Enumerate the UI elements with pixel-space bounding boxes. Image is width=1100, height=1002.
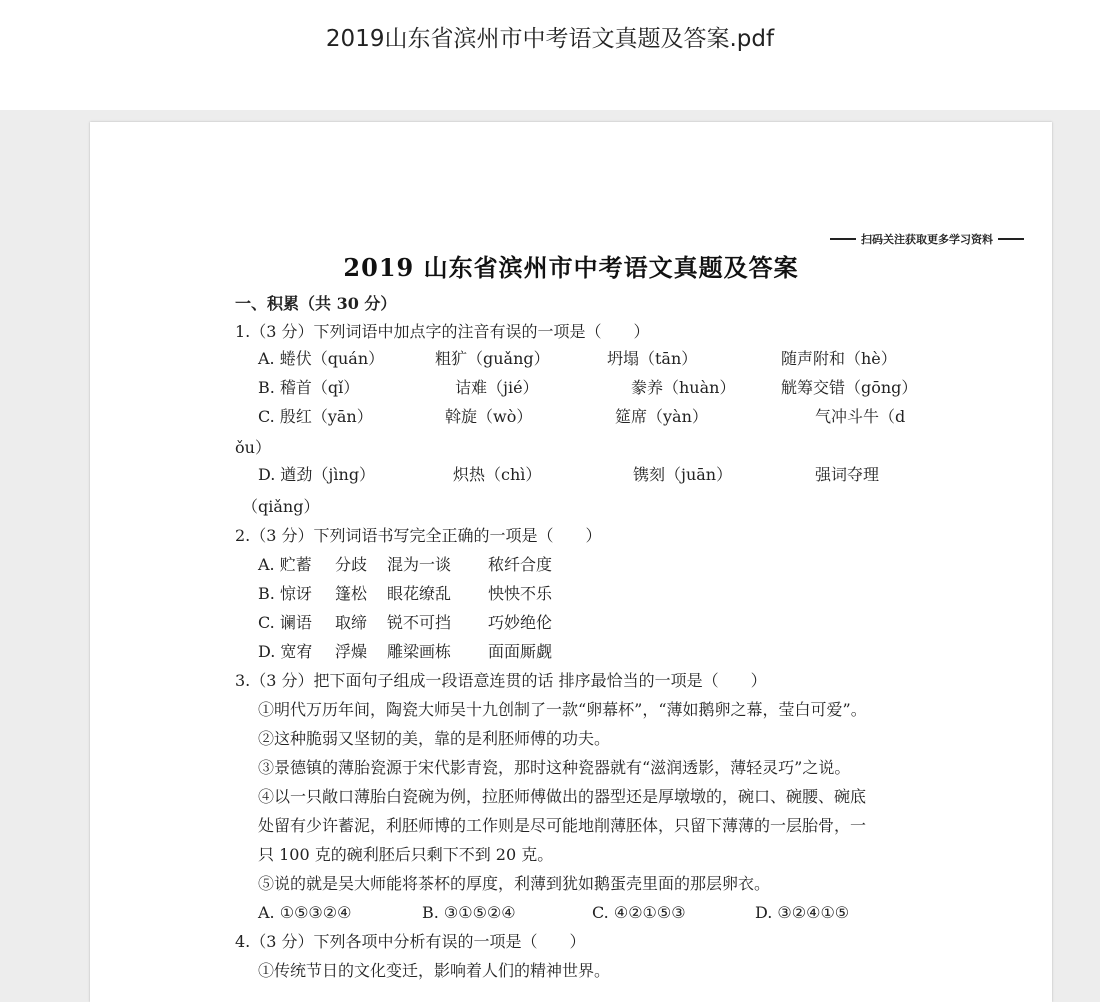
- q1-b-2: 诘难（jié）: [455, 378, 539, 397]
- q1-c-4: 气冲斗牛（d: [815, 407, 906, 426]
- q3-stem: 3.（3 分）把下面句子组成一段语意连贯的话 排序最恰当的一项是（ ）: [235, 671, 767, 690]
- q1-d-2: 炽热（chì）: [453, 465, 542, 484]
- q2-a-2: 分歧: [335, 555, 368, 574]
- divider-right: [998, 238, 1024, 240]
- q2-stem: 2.（3 分）下列词语书写完全正确的一项是（ ）: [235, 526, 602, 545]
- section-heading: 一、积累（共 30 分）: [235, 294, 397, 313]
- q2-d-1: D. 宽宥: [258, 642, 313, 661]
- viewer-header: [0, 0, 1100, 110]
- q3-sentence-4-cont: 处留有少许蓄泥，利胚师博的工作则是尽可能地削薄胚体，只留下薄薄的一层胎骨，一: [258, 816, 867, 835]
- divider-left: [830, 238, 856, 240]
- q3-option-b: B. ③①⑤②④: [422, 903, 516, 922]
- q2-b-1: B. 惊讶: [258, 584, 312, 603]
- pdf-page: [90, 122, 1052, 1002]
- q3-sentence-4: ④以一只敞口薄胎白瓷碗为例，拉胚师傅做出的器型还是厚墩墩的，碗口、碗腰、碗底: [258, 787, 867, 806]
- q1-a-1: A. 蜷伏（quán）: [258, 349, 385, 368]
- q1-d-1: D. 遒劲（jìng）: [258, 465, 376, 484]
- q1-c-1: C. 殷红（yān）: [258, 407, 373, 426]
- q4-sentence-1: ①传统节日的文化变迁，影响着人们的精神世界。: [258, 961, 611, 980]
- document-title: 2019山东省滨州市中考语文真题及答案.pdf: [325, 26, 775, 52]
- q3-sentence-4-end: 只 100 克的碗利胚后只剩下不到 20 克。: [258, 845, 554, 864]
- q1-d-4: 强词夺理: [815, 465, 880, 484]
- q2-b-3: 眼花缭乱: [387, 584, 452, 603]
- q2-a-1: A. 贮蓄: [258, 555, 312, 574]
- q3-option-d: D. ③②④①⑤: [755, 903, 850, 922]
- q3-option-a: A. ①⑤③②④: [258, 903, 352, 922]
- q2-c-1: C. 谰语: [258, 613, 312, 632]
- q1-stem: 1.（3 分）下列词语中加点字的注音有误的一项是（ ）: [235, 322, 650, 341]
- q4-stem: 4.（3 分）下列各项中分析有误的一项是（ ）: [235, 932, 586, 951]
- q1-c-2: 斡旋（wò）: [445, 407, 533, 426]
- q1-b-1: B. 稽首（qǐ）: [258, 378, 360, 397]
- q2-b-2: 篷松: [335, 584, 368, 603]
- q2-a-4: 秾纤合度: [488, 555, 553, 574]
- q1-a-4: 随声附和（hè）: [781, 349, 897, 368]
- q2-c-4: 巧妙绝伦: [488, 613, 553, 632]
- q1-b-3: 豢养（huàn）: [631, 378, 736, 397]
- q3-sentence-3: ③景德镇的薄胎瓷源于宋代影青瓷，那时这种瓷器就有“滋润透影，薄轻灵巧”之说。: [258, 758, 851, 777]
- q1-d-wrap: （qiǎng）: [242, 497, 320, 516]
- qr-slogan: 扫码关注获取更多学习资料: [830, 231, 1024, 247]
- q3-sentence-5: ⑤说的就是吴大师能将茶杯的厚度，利薄到犹如鹅蛋壳里面的那层卵衣。: [258, 874, 771, 893]
- q1-c-3: 筵席（yàn）: [615, 407, 708, 426]
- q1-b-4: 觥筹交错（gōng）: [781, 378, 918, 397]
- q2-d-3: 雕梁画栋: [387, 642, 452, 661]
- q3-sentence-1: ①明代万历年间，陶瓷大师吴十九创制了一款“卵幕杯”，“薄如鹅卵之幕，莹白可爱”。: [258, 700, 867, 719]
- q3-option-c: C. ④②①⑤③: [592, 903, 686, 922]
- exam-title: 2019 山东省滨州市中考语文真题及答案: [343, 253, 799, 282]
- q1-c-wrap: ǒu）: [235, 438, 271, 457]
- q1-d-3: 镌刻（juān）: [633, 465, 733, 484]
- q1-a-2: 粗犷（guǎng）: [435, 349, 550, 368]
- q2-b-4: 怏怏不乐: [488, 584, 553, 603]
- q2-c-3: 锐不可挡: [387, 613, 452, 632]
- q2-d-2: 浮燥: [335, 642, 368, 661]
- q2-a-3: 混为一谈: [387, 555, 452, 574]
- q1-a-3: 坍塌（tān）: [607, 349, 698, 368]
- q3-sentence-2: ②这种脆弱又坚韧的美，靠的是利胚师傅的功夫。: [258, 729, 611, 748]
- q2-c-2: 取缔: [335, 613, 368, 632]
- q2-d-4: 面面厮觑: [488, 642, 553, 661]
